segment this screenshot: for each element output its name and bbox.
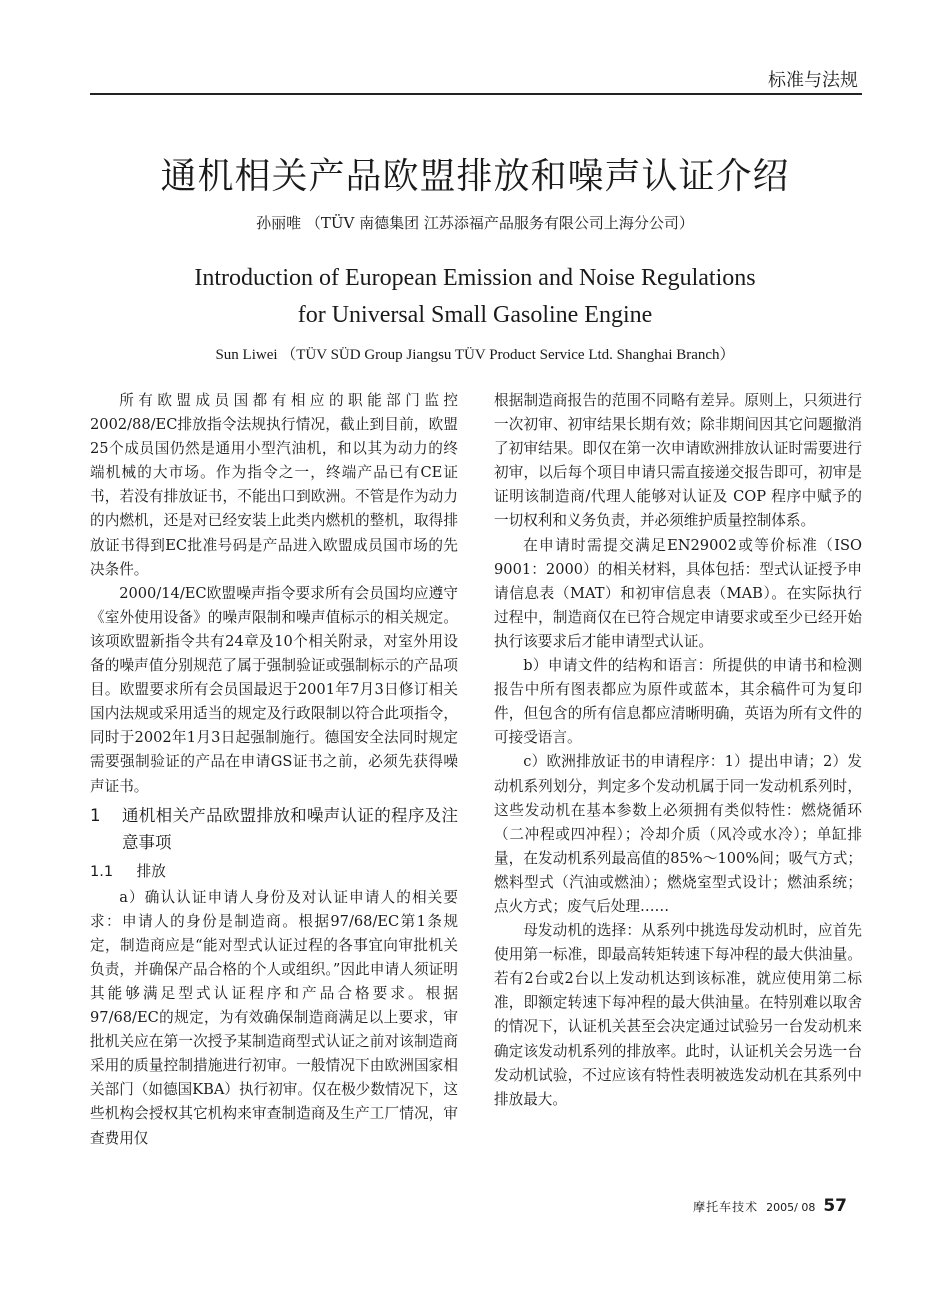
paragraph: b）申请文件的结构和语言：所提供的申请书和检测报告中所有图表都应为原件或蓝本，其余稿件可为复印件，但包含的所有信息都应清晰明确，英语为所有文件的可接受语言。 bbox=[494, 657, 862, 747]
article-title-en bbox=[0, 260, 950, 334]
header-rule bbox=[90, 93, 862, 95]
right-column bbox=[494, 389, 862, 1112]
author-line-cn: 孙丽唯 （TÜV 南德集团 江苏添福产品服务有限公司上海分公司） bbox=[256, 214, 694, 232]
title-en-line2: for Universal Small Gasoline Engine bbox=[297, 302, 653, 328]
section-label: 标准与法规 bbox=[768, 70, 858, 91]
subsection-heading bbox=[90, 860, 458, 884]
paragraph: 所有欧盟成员国都有相应的职能部门监控2002/88/EC排放指令法规执行情况，截止到目前，欧盟25个成员国仍然是通用小型汽油机，和以其为动力的终端机械的大市场。作为指令之一，终端产品已有CE证书，若没有排放证书，不能出口到欧洲。不管是作为动力的内燃机，还是对已经安装上此类内燃机的整机，取得排放证书得到EC批准号码是产品进入欧盟成员国市场的先决条件。 bbox=[90, 392, 458, 578]
paragraph: a）确认认证申请人身份及对认证申请人的相关要求：申请人的身份是制造商。根据97/68/EC第1条规定，制造商应是“能对型式认证过程的各事宜向审批机关负责，并确保产品合格的个人或组织。”因此申请人须证明其能够满足型式认证程序和产品合格要求。根据97/68/EC的规定，为有效确保制造商满足以上要求，审批机关应在第一次授予某制造商型式认证之前对该制造商采用的质量控制措施进行初审。一般情况下由欧洲国家相关部门（如德国KBA）执行初审。仅在极少数情况下，这些机构会授权其它机构来审查制造商及生产工厂情况，审查费用仅 bbox=[90, 888, 458, 1147]
section-heading-text: 通机相关产品欧盟排放和噪声认证的程序及注意事项 bbox=[122, 805, 458, 852]
paragraph: 在申请时需提交满足EN29002或等价标准（ISO 9001：2000）的相关材料，具体包括：型式认证授予申请信息表（MAT）和初审信息表（MAB）。在实际执行过程中，制造商仅在已符合规定申请要求或至少已经开始执行该要求后才能申请型式认证。 bbox=[494, 536, 862, 650]
article-title-cn: 通机相关产品欧盟排放和噪声认证介绍 bbox=[160, 156, 790, 197]
subsection-number: 1.1 bbox=[90, 862, 114, 880]
left-column bbox=[90, 389, 458, 1151]
paragraph: c）欧洲排放证书的申请程序：1）提出申请；2）发动机系列划分，判定多个发动机属于同一发动机系列时，这些发动机在基本参数上必须拥有类似特性：燃烧循环（二冲程或四冲程）；冷却介质（风冷或水冷）；单缸排量，在发动机系列最高值的85%～100%间；吸气方式；燃料型式（汽油或燃油）；燃烧室型式设计；燃油系统；点火方式；废气后处理…… bbox=[494, 753, 862, 915]
paragraph: 根据制造商报告的范围不同略有差异。原则上，只须进行一次初审、初审结果长期有效；除非期间因其它问题撤消了初审结果。即仅在第一次申请欧洲排放认证时需要进行初审，以后每个项目申请只需直接递交报告即可，初审是证明该制造商/代理人能够对认证及 COP 程序中赋予的一切权利和义务负责，并必须维护质量控制体系。 bbox=[494, 392, 862, 530]
paragraph: 母发动机的选择：从系列中挑选母发动机时，应首先使用第一标准，即最高转矩转速下每冲程的最大供油量。若有2台或2台以上发动机达到该标准，就应使用第二标准，即额定转速下每冲程的最大供油量。在特别难以取舍的情况下，认证机关甚至会决定通过试验另一台发动机来确定该发动机系列的排放率。此时，认证机关会另选一台发动机试验，不过应该有特性表明被选发动机在其系列中排放最大。 bbox=[494, 922, 862, 1108]
author-line-en: Sun Liwei （TÜV SÜD Group Jiangsu TÜV Product Service Ltd. Shanghai Branch） bbox=[215, 347, 735, 363]
section-number: 1 bbox=[90, 805, 101, 825]
subsection-heading-text: 排放 bbox=[136, 862, 166, 880]
page-number: 57 bbox=[823, 1196, 847, 1216]
page-footer bbox=[693, 1196, 847, 1216]
title-en-line1: Introduction of European Emission and Noise Regulations bbox=[194, 265, 756, 291]
journal-name: 摩托车技术 bbox=[693, 1200, 759, 1214]
issue-number: 2005/ 08 bbox=[766, 1201, 816, 1214]
section-heading bbox=[90, 802, 458, 856]
paragraph: 2000/14/EC欧盟噪声指令要求所有会员国均应遵守《室外使用设备》的噪声限制和噪声值标示的相关规定。该项欧盟新指令共有24章及10个相关附录，对室外用设备的噪声值分别规范了属于强制验证或强制标示的产品项目。欧盟要求所有会员国最迟于2001年7月3日修订相关国内法规或采用适当的规定及行政限制以符合此项指令，同时于2002年1月3日起强制施行。德国安全法同时规定需要强制验证的产品在申请GS证书之前，必须先获得噪声证书。 bbox=[90, 584, 458, 795]
